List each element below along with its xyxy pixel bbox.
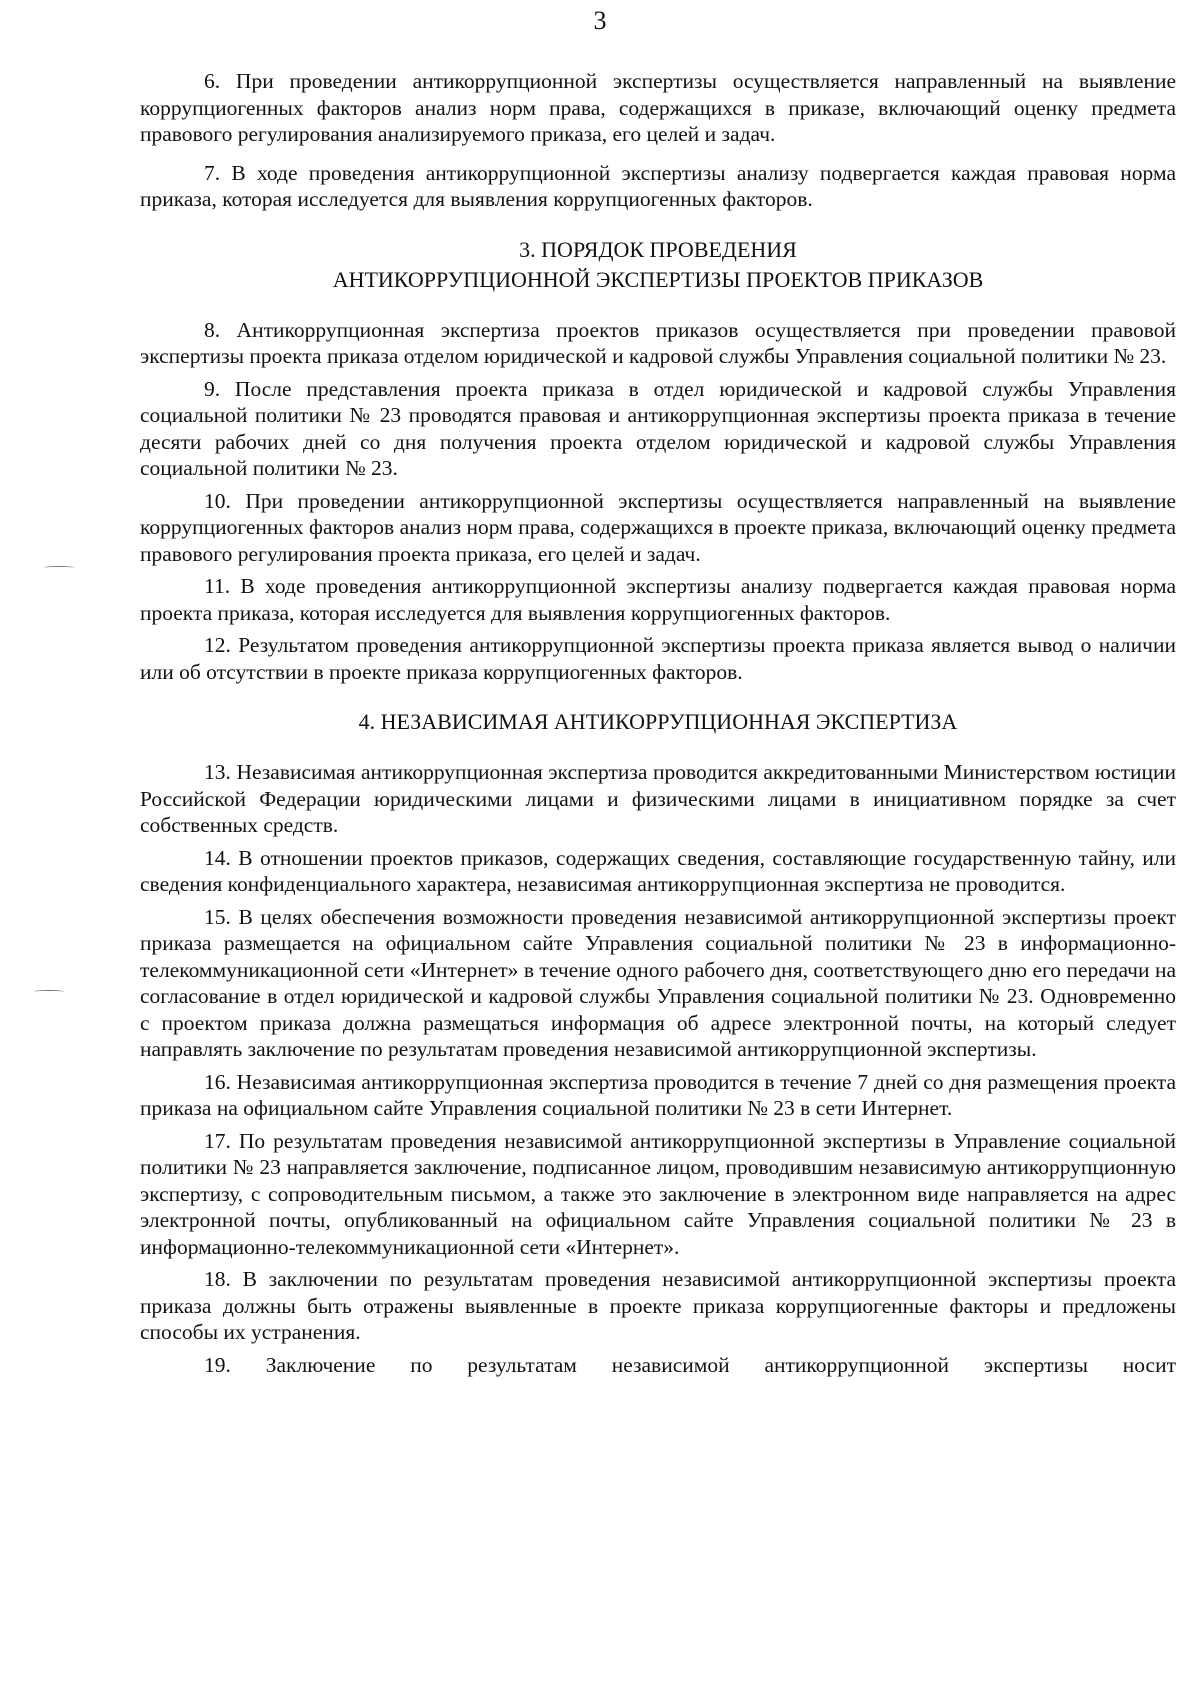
scan-mark (34, 990, 64, 993)
document-body (140, 68, 1176, 1384)
paragraph-10: 10. При проведении антикоррупционной экспертизы осуществляется направленный на выявление коррупциогенных факторов анализ норм права, содержащихся в проекте приказа, включающий оценку предмета правового регулирования проекта приказа, его целей и задач. (140, 488, 1176, 566)
heading-line: АНТИКОРРУПЦИОННОЙ ЭКСПЕРТИЗЫ ПРОЕКТОВ ПРИКАЗОВ (332, 266, 984, 292)
paragraph-16: 16. Независимая антикоррупционная экспертиза проводится в течение 7 дней со дня размещения проекта приказа на официальном сайте Управления социальной политики № 23 в сети Интернет. (140, 1069, 1176, 1120)
page-number: 3 (593, 6, 607, 35)
paragraph-11: 11. В ходе проведения антикоррупционной экспертизы анализу подвергается каждая правовая норма проекта приказа, которая исследуется для выявления коррупциогенных факторов. (140, 574, 1176, 625)
paragraph-13: 13. Независимая антикоррупционная экспертиза проводится аккредитованными Министерством юстиции Российской Федерации юридическими лицами и физическими лицами в инициативном порядке за счет собственных средств. (140, 760, 1176, 837)
paragraph-7: 7. В ходе проведения антикоррупционной экспертизы анализу подвергается каждая правовая норма приказа, которая исследуется для выявления коррупциогенных факторов. (140, 160, 1176, 211)
paragraph-17: 17. По результатам проведения независимой антикоррупционной экспертизы в Управление социальной политики № 23 направляется заключение, подписанное лицом, проводившим независимую антикоррупционную экспертизу, с сопроводительным письмом, а также это заключение в электронном виде направляется на адрес электронной почты, опубликованный на официальном сайте Управления социальной политики № 23 в информационно-телекоммуникационной сети «Интернет». (140, 1128, 1176, 1259)
heading-line: 4. НЕЗАВИСИМАЯ АНТИКОРРУПЦИОННАЯ ЭКСПЕРТИЗА (358, 709, 958, 734)
paragraph-12: 12. Результатом проведения антикоррупционной экспертизы проекта приказа является вывод о наличии или об отсутствии в проекте приказа коррупциогенных факторов. (140, 633, 1176, 684)
section-heading-3 (140, 235, 1176, 295)
scan-mark (44, 566, 74, 569)
paragraph-15: 15. В целях обеспечения возможности проведения независимой антикоррупционной экспертизы проект приказа размещается на официальном сайте Управления социальной политики № 23 в информационно-телекоммуникационной сети «Интернет» в течение одного рабочего дня, соответствующего дню его передачи на согласование в отдел юридической и кадровой службы Управления социальной политики № 23. Одновременно с проектом приказа должна размещаться информация об адресе электронной почты, на который следует направлять заключение по результатам проведения независимой антикоррупционной экспертизы. (140, 904, 1176, 1061)
paragraph-9: 9. После представления проекта приказа в отдел юридической и кадровой службы Управления социальной политики № 23 проводятся правовая и антикоррупционная экспертизы проекта приказа в течение десяти рабочих дней со дня получения проекта отделом юридической и кадровой службы Управления социальной политики № 23. (140, 376, 1176, 480)
paragraph-18: 18. В заключении по результатам проведения независимой антикоррупционной экспертизы проекта приказа должны быть отражены выявленные в проекте приказа коррупциогенные факторы и предложены способы их устранения. (140, 1267, 1176, 1344)
paragraph-8: 8. Антикоррупционная экспертиза проектов приказов осуществляется при проведении правовой экспертизы проекта приказа отделом юридической и кадровой службы Управления социальной политики № 23. (140, 317, 1176, 368)
paragraph-19: 19. Заключение по результатам независимой антикоррупционной экспертизы носит (204, 1352, 1176, 1377)
paragraph-14: 14. В отношении проектов приказов, содержащих сведения, составляющие государственную тайну, или сведения конфиденциального характера, независимая антикоррупционная экспертиза не проводится. (140, 845, 1176, 896)
paragraph-6: 6. При проведении антикоррупционной экспертизы осуществляется направленный на выявление коррупциогенных факторов анализ норм права, содержащихся в приказе, включающий оценку предмета правового регулирования анализируемого приказа, его целей и задач. (140, 69, 1176, 146)
heading-line: 3. ПОРЯДОК ПРОВЕДЕНИЯ (519, 236, 797, 262)
section-heading-4 (140, 707, 1176, 737)
